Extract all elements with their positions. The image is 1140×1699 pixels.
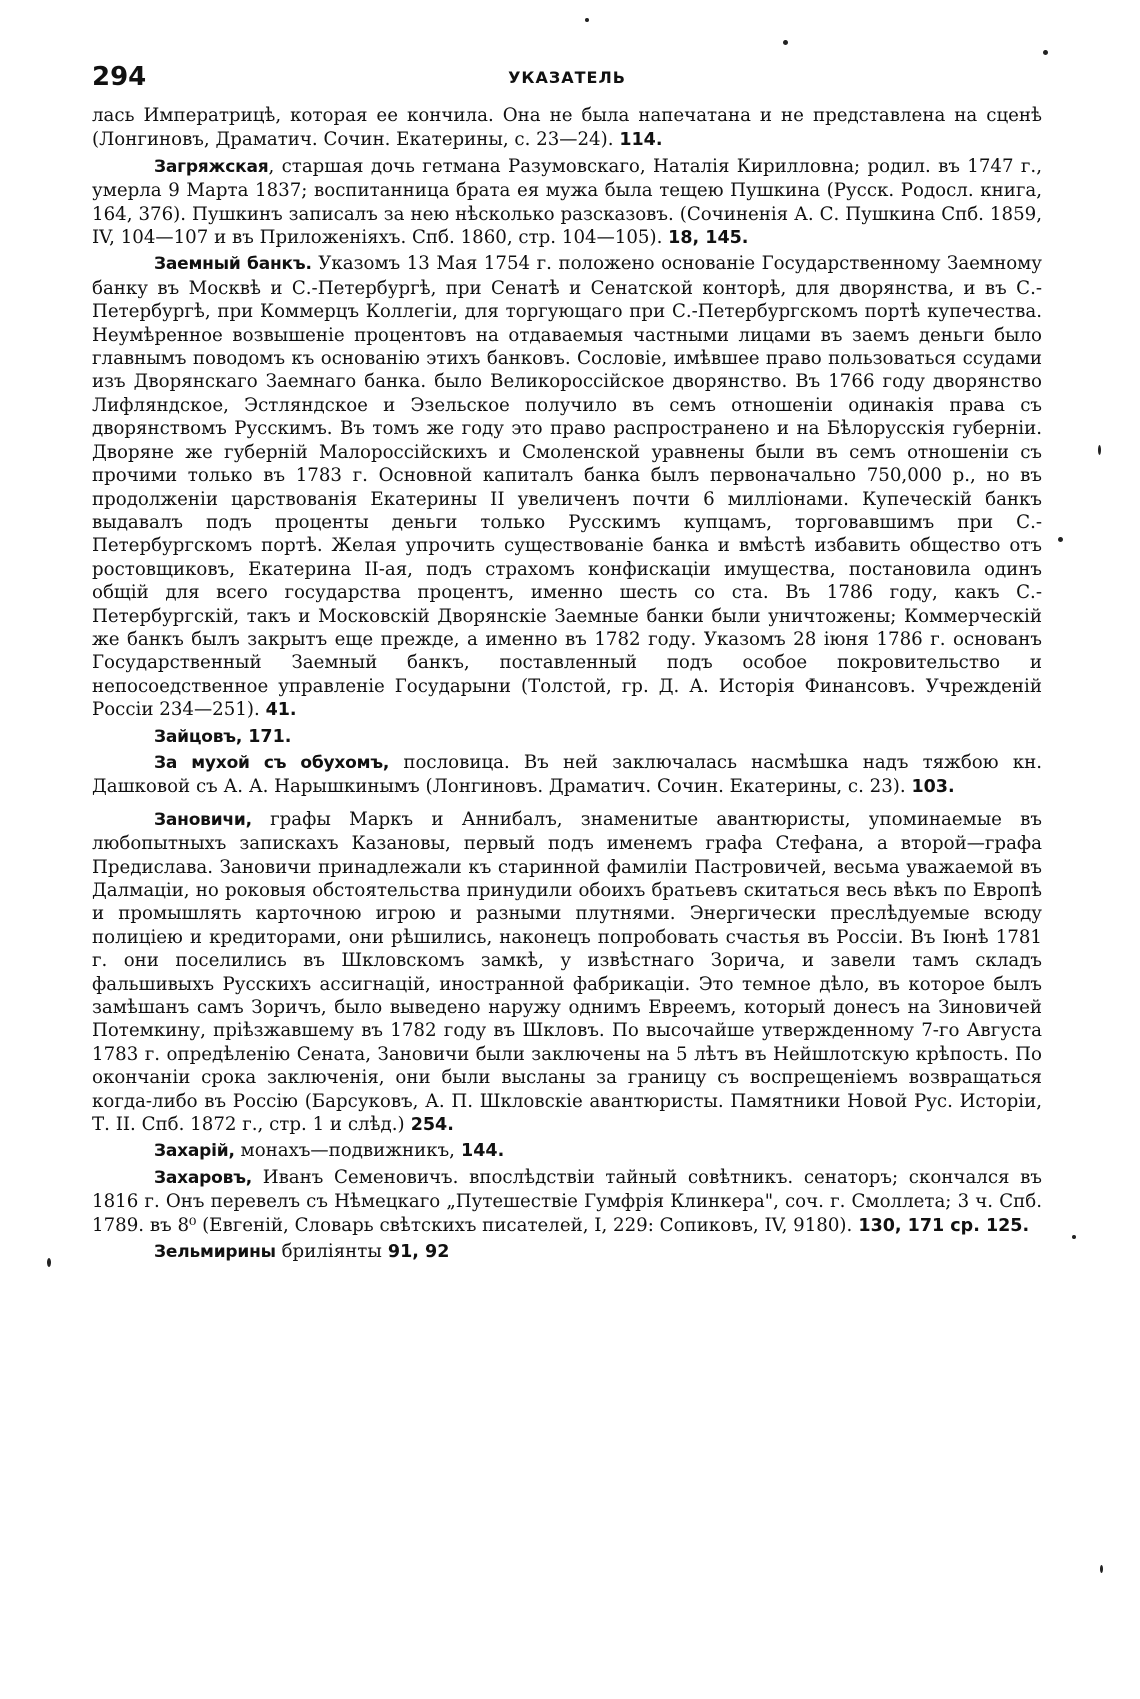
index-entry [92, 1166, 1042, 1238]
page-header [92, 62, 1042, 100]
entry-text: , старшая дочь гетмана Разумовскаго, Наталія Кирилловна; родил. въ 1747 г., умерла 9 Марта 1837; воспитанница брата ея мужа была тещею Пушкина (Русск. Родосл. книга, 164, 376). Пушкинъ записалъ за нею нѣсколько разсказовъ. (Сочиненія А. С. Пушкина Спб. 1859, IV, 104—107 и въ Приложеніяхъ. Спб. 1860, стр. 104—105). [92, 155, 1042, 249]
entry-text: лась Императрицѣ, которая ее кончила. Она не была напечатана и не представлена на сценѣ (Лонгиновъ, Драматич. Сочин. Екатерины, с. 23—24). [92, 105, 1042, 151]
scan-speck [783, 40, 788, 45]
entry-page-refs: 254. [404, 1115, 454, 1136]
scan-speck [1100, 1565, 1103, 1573]
scan-speck [47, 1258, 51, 1267]
entry-page-refs: 130, 171 ср. 125. [852, 1215, 1030, 1236]
entry-text: Указомъ 13 Мая 1754 г. положено основаніе Государственному Заемному банку въ Москвѣ и С.-Петербургѣ, при Сенатѣ и Сенатской конторѣ, для дворянства, и въ С.-Петербургѣ, при Коммерцъ Коллегіи, для торгующаго при С.-Петербургскомъ портѣ купечества. Неумѣренное возвышеніе процентовъ на отдаваемыя частными лицами въ заемъ деньги было главнымъ поводомъ къ основанію этихъ банковъ. Сословіе, имѣвшее право пользоваться ссудами изъ Дворянскаго Заемнаго банка. было Великороссійское дворянство. Въ 1766 году дворянство Лифляндское, Эстляндское и Эзельское получило въ семъ отношеніи одинакія права съ дворянствомъ Русскимъ. Въ томъ же году это право распространено и на Бѣлорусскія губерніи. Дворяне же губерній Малороссійскихъ и Смоленской уравнены были въ семъ отношеніи съ прочими только въ 1783 г. Основной капиталъ банка былъ первоначально 750,000 р., но въ продолженіи царствованія Екатерины II увеличенъ почти 6 милліонами. Купеческій банкъ выдавалъ подъ проценты деньги только Русскимъ купцамъ, торговавшимъ при С.-Петербургскомъ портѣ. Желая упрочить существованіе банка и вмѣстѣ избавить общество отъ ростовщиковъ, Екатерина II-ая, подъ страхомъ конфискаціи имущества, постановила одинъ общій для всего государства процентъ, именно шесть со ста. Въ 1786 году, какъ С.-Петербургскій, такъ и Московскій Дворянскіе Заемные банки были уничтожены; Коммерческій же банкъ былъ закрытъ еще прежде, а именно въ 1782 году. Указомъ 28 іюня 1786 г. основанъ Государственный Заемный банкъ, поставленный подъ особое покровительство и непосоедственное управленіе Государыни (Толстой, гр. Д. А. Исторія Финансовъ. Учрежденій Россіи 234—251). [92, 253, 1042, 721]
page-number: 294 [92, 62, 147, 92]
index-entry [92, 1139, 1042, 1163]
index-entry [92, 252, 1042, 722]
entry-page-refs: 18, 145. [668, 228, 749, 249]
index-entry [92, 155, 1042, 251]
entry-text: графы Маркъ и Аннибалъ, знаменитые авантюристы, упоминаемые въ любопытныхъ запискахъ Казановы, первый подъ именемъ графа Стефана, а второй—графа Предислава. Зановичи принадлежали къ старинной фамиліи Пастровичей, весьма уважаемой въ Далмаціи, но роковыя обстоятельства принудили обоихъ братьевъ скитаться весь вѣкъ по Европѣ и промышлять карточною игрою и разными плутнями. Энергически преслѣдуемые всюду полиціею и кредиторами, они рѣшились, наконецъ попробовать счастья въ Россіи. Въ Іюнѣ 1781 г. они поселились въ Шкловскомъ замкѣ, у извѣстнаго Зорича, и завели тамъ складъ фальшивыхъ Русскихъ ассигнацій, иностранной фабрикаціи. Это темное дѣло, въ которое былъ замѣшанъ самъ Зоричъ, было выведено наружу однимъ Евреемъ, который донесъ на Зиновичей Потемкину, пріѣзжавшему въ 1782 году въ Шкловъ. По высочайше утвержденному 7-го Августа 1783 г. опредѣленію Сената, Зановичи были заключены на 5 лѣтъ въ Нейшлотскую крѣпость. По окончаніи срока заключенія, они были высланы за границу съ воспрещеніемъ возвращаться когда-либо въ Россію (Барсуковъ, А. П. Шкловскіе авантюристы. Памятники Новой Рус. Исторіи, Т. II. Спб. 1872 г., стр. 1 и слѣд.) [92, 808, 1042, 1136]
entry-headword: Зановичи, [154, 809, 252, 830]
scan-speck [1072, 1235, 1076, 1239]
entry-headword: Захарій, [154, 1141, 235, 1162]
scan-speck [585, 18, 589, 22]
entry-page-refs: 41. [265, 700, 297, 721]
entry-page-refs: 103. [911, 777, 955, 798]
entry-headword: Заемный банкъ. [154, 254, 312, 275]
index-entry [92, 808, 1042, 1138]
entry-headword: Захаровъ, [154, 1167, 253, 1188]
index-entries [92, 104, 1042, 1265]
scan-speck [1058, 537, 1063, 542]
scan-speck [1098, 445, 1101, 455]
scan-speck [1043, 50, 1048, 55]
entry-page-refs: 91, 92 [381, 1242, 450, 1263]
entry-headword: Загряжская [154, 156, 269, 177]
entry-headword: Зельмирины [154, 1242, 276, 1263]
entry-text: пословица. Въ ней заключалась насмѣшка надъ тяжбою кн. Дашковой съ А. А. Нарышкинымъ (Лонгиновъ. Драматич. Сочин. Екатерины, с. 23). [92, 751, 1042, 798]
index-entry [92, 1240, 1042, 1264]
index-entry [92, 751, 1042, 800]
entry-text: монахъ—подвижникъ, [234, 1140, 455, 1162]
index-entry [92, 725, 1042, 749]
running-head: УКАЗАТЕЛЬ [508, 68, 626, 87]
entry-headword: За мухой съ обухомъ, [154, 752, 390, 773]
index-entry [92, 104, 1042, 153]
entry-page-refs: 114. [619, 130, 663, 151]
entry-page-refs: 171. [242, 726, 292, 747]
entry-text: бриліянты [275, 1241, 382, 1263]
entry-text: Иванъ Семеновичъ. впослѣдствіи тайный совѣтникъ. сенаторъ; скончался въ 1816 г. Онъ перевелъ съ Нѣмецкаго „Путешествіе Гумфрія Клинкера", соч. г. Смоллета; 3 ч. Спб. 1789. въ 8⁰ (Евгеній, Словарь свѣтскихъ писателей, I, 229: Сопиковъ, IV, 9180). [92, 1166, 1042, 1236]
book-page [92, 62, 1042, 1682]
entry-headword: Зайцовъ, [154, 726, 243, 747]
entry-page-refs: 144. [454, 1141, 505, 1162]
